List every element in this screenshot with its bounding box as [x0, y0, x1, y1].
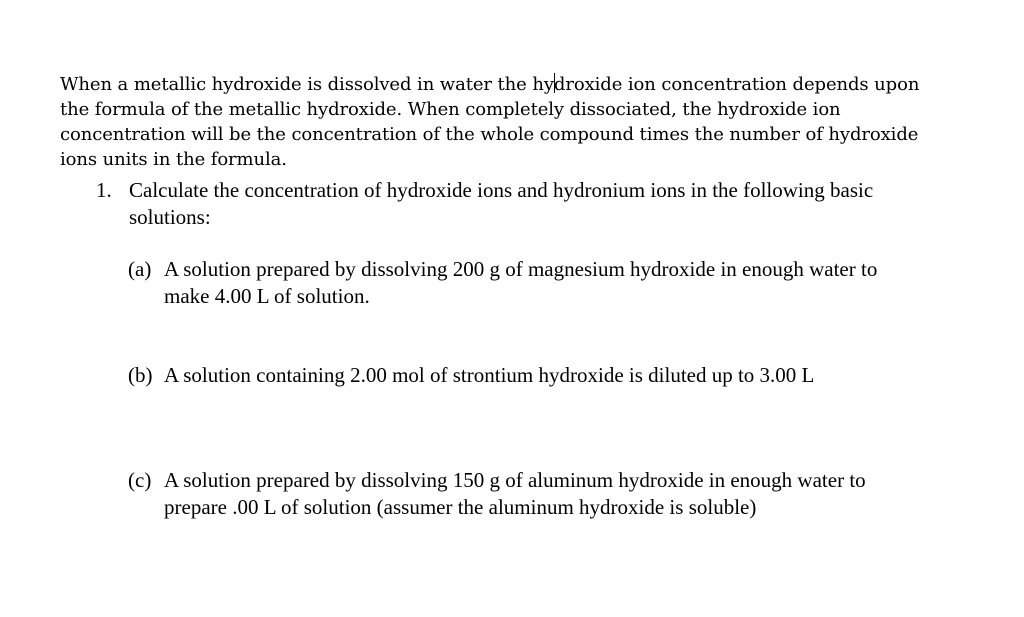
part-c-label: (c) — [128, 468, 152, 492]
intro-text-before-cursor: When a metallic hydroxide is dissolved in water the hy — [60, 74, 554, 95]
intro-line: the formula of the metallic hydroxide. When completely dissociated, the hydroxide ion — [60, 99, 841, 120]
part-c-line: prepare .00 L of solution (assumer the aluminum hydroxide is soluble) — [164, 495, 757, 519]
question-line: Calculate the concentration of hydroxide ions and hydronium ions in the following basic — [129, 178, 874, 202]
part-a-text — [164, 256, 877, 310]
intro-paragraph — [60, 72, 960, 172]
part-c-line: A solution prepared by dissolving 150 g of aluminum hydroxide in enough water to — [164, 468, 866, 492]
part-a-label: (a) — [128, 257, 152, 281]
intro-line — [60, 72, 960, 97]
part-c-text — [164, 467, 866, 521]
intro-line: concentration will be the concentration of the whole compound times the number of hydroxide — [60, 124, 919, 145]
question-line: solutions: — [129, 205, 211, 229]
part-b-text — [164, 362, 814, 389]
part-a-line: A solution prepared by dissolving 200 g of magnesium hydroxide in enough water to — [164, 257, 878, 281]
question-number: 1. — [96, 178, 112, 202]
part-a-line: make 4.00 L of solution. — [164, 284, 370, 308]
part-b-line: A solution containing 2.00 mol of strontium hydroxide is diluted up to 3.00 L — [164, 363, 815, 387]
part-b-label: (b) — [128, 363, 153, 387]
question-text — [129, 177, 873, 231]
intro-line: ions units in the formula. — [60, 149, 287, 170]
intro-text-after-cursor: droxide ion concentration depends upon — [553, 74, 920, 95]
